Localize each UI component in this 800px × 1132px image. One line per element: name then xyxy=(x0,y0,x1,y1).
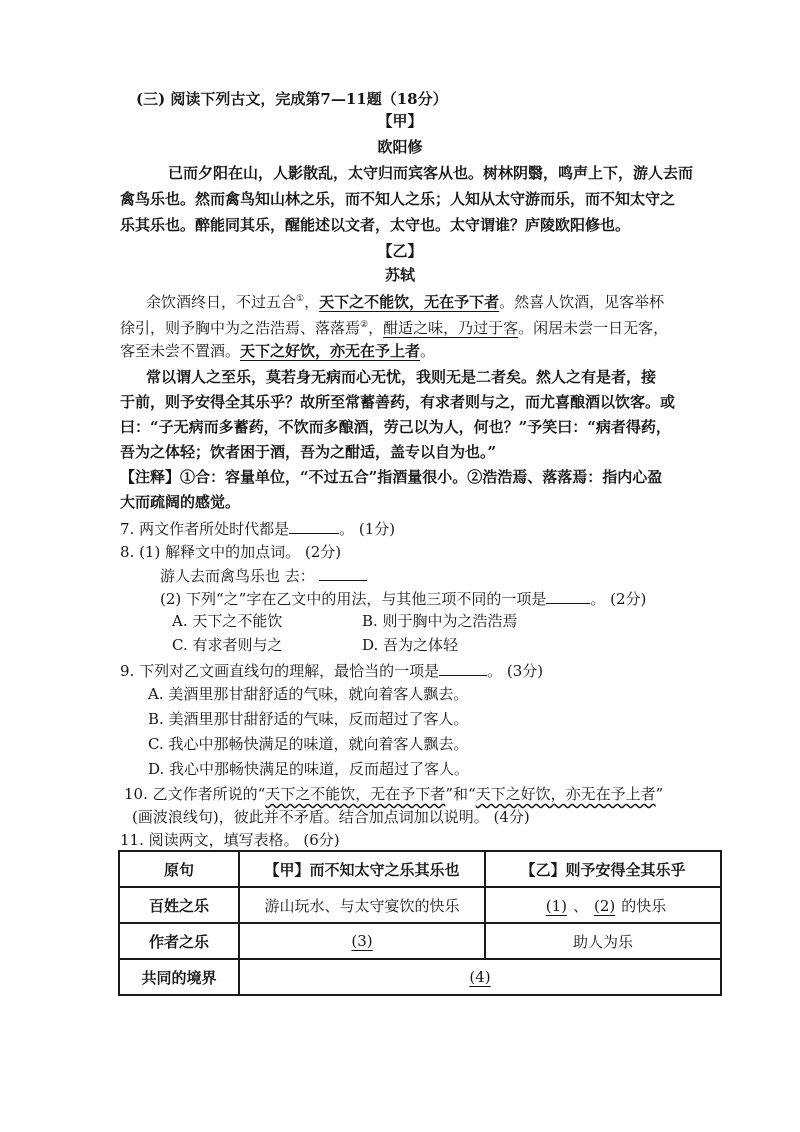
table-cell xyxy=(239,923,485,959)
question-10-line-2: (画波浪线句)，彼此并不矛盾。结合加点词加以说明。 (4分) xyxy=(132,808,530,826)
yi-text: 余饮酒终日，不过五合 xyxy=(146,293,297,311)
table-header-cell: 原句 xyxy=(119,851,239,887)
blank-4[interactable]: (4) xyxy=(469,968,491,986)
yi-text: 。 xyxy=(420,342,436,360)
option-9-A: A. 美酒里那甘甜舒适的气味，就向着客人飘去。 xyxy=(148,685,469,703)
blank-3[interactable]: (3) xyxy=(351,932,373,950)
table-row-label: 百姓之乐 xyxy=(119,887,239,923)
yi-p2-line-4: 吾为之体轻；饮者困于酒，吾为之酣适，盖专以自为也。” xyxy=(120,443,497,461)
table-cell xyxy=(485,887,721,923)
note-marker: ① xyxy=(296,294,305,304)
table-row-label: 共同的境界 xyxy=(119,959,239,995)
yi-p1-line-1 xyxy=(146,288,664,313)
blank-1[interactable]: (1) xyxy=(545,896,567,915)
option-8-D: D. 吾为之体轻 xyxy=(362,636,459,654)
wavy-sentence-2: 天下之好饮，亦无在予上者 xyxy=(475,785,656,803)
yi-p1-line-3 xyxy=(120,340,435,362)
question-11: 11. 阅读两文，填写表格。 (6分) xyxy=(120,831,340,849)
option-9-C: C. 我心中那畅快满足的味道，就向着客人飘去。 xyxy=(148,735,469,753)
answer-blank[interactable] xyxy=(289,517,339,534)
jia-label: 【甲】 xyxy=(377,112,423,130)
question-10-text: ”和“ xyxy=(445,785,476,803)
yi-label: 【乙】 xyxy=(377,242,423,260)
question-8-sub1 xyxy=(160,564,367,587)
table-row xyxy=(119,851,721,887)
yi-text: ， xyxy=(304,293,320,311)
yi-p1-line-2 xyxy=(120,314,668,339)
question-10-text: ” xyxy=(655,785,664,803)
yi-text: 徐引，则予胸中为之浩浩焉、落落焉 xyxy=(120,319,361,337)
question-8-sub2 xyxy=(160,587,646,610)
yi-text: 。然喜人饮酒，见客举杯 xyxy=(499,293,665,311)
option-9-B: B. 美酒里那甘甜舒适的气味，反而超过了客人。 xyxy=(148,710,469,728)
underlined-sentence-2: 酣适之味，乃过于客 xyxy=(383,319,519,337)
table-header-cell: 【甲】而不知太守之乐其乐也 xyxy=(239,851,485,887)
underlined-sentence-3: 天下之好饮，亦无在予上者 xyxy=(240,342,421,360)
jia-line-2: 禽鸟乐也。然而禽鸟知山林之乐，而不知人之乐；人知从太守游而乐，而不知太守之 xyxy=(120,190,676,208)
jia-line-1: 已而夕阳在山，人影散乱，太守归而宾客从也。树林阴翳，鸣声上下，游人去而 xyxy=(168,164,694,182)
question-9-text: 9. 下列对乙文画直线句的理解，最恰当的一项是 xyxy=(120,662,440,680)
option-8-A: A. 天下之不能饮 xyxy=(172,612,283,630)
table-header-cell: 【乙】则予安得全其乐乎 xyxy=(485,851,721,887)
table-row xyxy=(119,887,721,923)
question-9-score: 。 (3分) xyxy=(487,662,544,680)
yi-text: ， xyxy=(368,319,384,337)
underlined-sentence-1: 天下之不能饮，无在予下者 xyxy=(319,293,500,311)
jia-author: 欧阳修 xyxy=(377,138,423,156)
notes-line-2: 大而疏阔的感觉。 xyxy=(120,493,241,511)
question-7-text: 7. 两文作者所处时代都是 xyxy=(120,520,290,538)
jia-line-3: 乐其乐也。醉能同其乐，醒能述以文者，太守也。太守谓谁？庐陵欧阳修也。 xyxy=(120,216,631,234)
yi-p2-line-3: 曰：“子无病而多蓄药，不饮而多酿酒，劳己以为人，何也？”予笑曰：“病者得药， xyxy=(120,418,671,436)
question-7 xyxy=(120,517,395,540)
separator: 、 xyxy=(572,896,588,915)
yi-p2-line-2: 于前，则予安得全其乐乎？故所至常蓄善药，有求者则与之，而尤喜酿酒以饮客。或 xyxy=(120,393,676,411)
question-8-sub2-score: 。 (2分) xyxy=(590,590,647,608)
option-8-B: B. 则于胸中为之浩浩焉 xyxy=(362,612,518,630)
table-row xyxy=(119,959,721,995)
table-row xyxy=(119,923,721,959)
blank-2[interactable]: (2) xyxy=(594,896,616,915)
option-9-D: D. 我心中那畅快满足的味道，反而超过了客人。 xyxy=(148,760,470,778)
section-header: (三) 阅读下列古文，完成第7—11题（18分） xyxy=(136,90,448,108)
note-marker: ② xyxy=(360,320,369,330)
table-row-label: 作者之乐 xyxy=(119,923,239,959)
question-8-sub2-text: (2) 下列“之”字在乙文中的用法，与其他三项不同的一项是 xyxy=(160,590,547,608)
yi-p2-line-1: 常以谓人之至乐，莫若身无病而心无忧，我则无是二者矣。然人之有是者，接 xyxy=(146,368,657,386)
question-8-head: 8. (1) 解释文中的加点词。 (2分) xyxy=(120,543,342,561)
option-8-C: C. 有求者则与之 xyxy=(172,636,283,654)
yi-text: 客至未尝不置酒。 xyxy=(120,342,241,360)
table-cell xyxy=(239,959,721,995)
question-8-sub1-text: 游人去而禽鸟乐也 去： xyxy=(160,567,315,585)
yi-author: 苏轼 xyxy=(384,266,415,284)
answer-table xyxy=(118,850,722,996)
question-10-text: 10. 乙文作者所说的“ xyxy=(124,785,266,803)
table-cell: 助人为乐 xyxy=(485,923,721,959)
question-9 xyxy=(120,659,543,682)
question-10-line-1 xyxy=(124,783,663,805)
notes-line-1: 【注释】①合：容量单位，“不过五合”指酒量很小。②浩浩焉、落落焉：指内心盈 xyxy=(120,468,663,486)
question-7-score: 。 (1分) xyxy=(339,520,396,538)
table-cell-text: 的快乐 xyxy=(621,896,667,915)
answer-blank[interactable] xyxy=(546,587,590,604)
answer-blank[interactable] xyxy=(319,564,367,581)
wavy-sentence-1: 天下之不能饮，无在予下者 xyxy=(265,785,446,803)
table-cell: 游山玩水、与太守宴饮的快乐 xyxy=(239,887,485,923)
yi-text: 。闲居未尝一日无客， xyxy=(518,319,669,337)
answer-blank[interactable] xyxy=(439,659,487,676)
